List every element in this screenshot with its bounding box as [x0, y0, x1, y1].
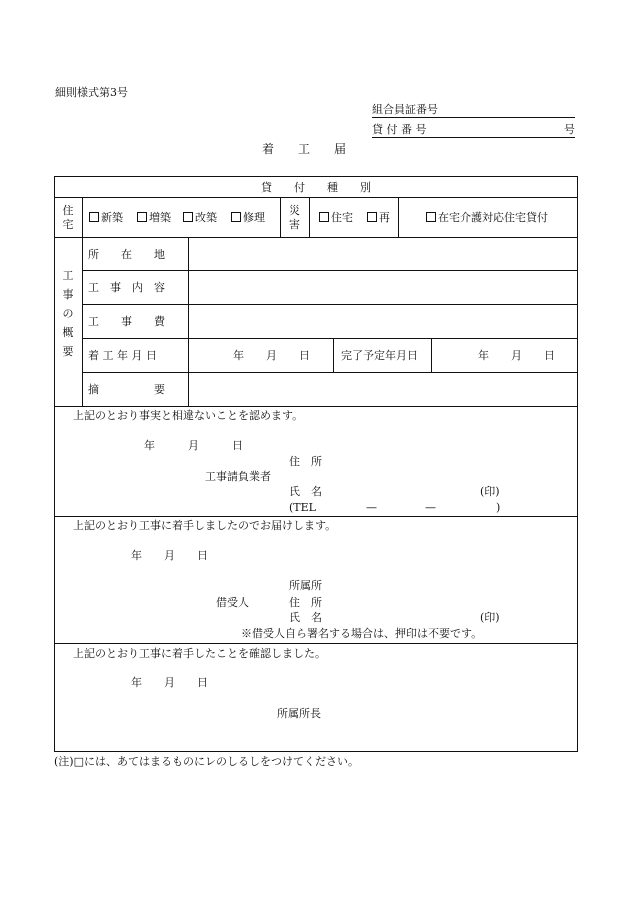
- divider: [54, 643, 578, 644]
- divider: [54, 406, 578, 407]
- divider: [54, 516, 578, 517]
- checkbox-new-build[interactable]: 新築: [89, 212, 123, 223]
- tel-dash: —: [366, 501, 377, 514]
- borrower-office-label: 所属所: [289, 579, 322, 592]
- contractor-name-label: 氏 名: [289, 485, 322, 498]
- contractor-address-label: 住 所: [289, 455, 322, 468]
- completion-date-input[interactable]: 年 月 日: [478, 349, 555, 362]
- tel-dash: —: [425, 501, 436, 514]
- cost-label: 工 事 費: [88, 315, 165, 328]
- loan-type-header: 貸 付 種 別: [261, 181, 371, 194]
- divider: [82, 338, 578, 339]
- borrower-name-label: 氏 名: [289, 611, 322, 624]
- completion-date-label: 完了予定年月日: [341, 349, 418, 362]
- housing-label: 住 宅: [62, 204, 74, 231]
- content-input[interactable]: [189, 271, 577, 304]
- borrower-role-label: 借受人: [216, 596, 249, 609]
- divider: [309, 197, 310, 237]
- disaster-label: 災 害: [289, 204, 300, 231]
- contractor-statement: 上記のとおり事実と相違ないことを認めます。: [73, 409, 304, 422]
- loan-number-label: 貸 付 番 号: [372, 123, 427, 136]
- location-input[interactable]: [189, 238, 577, 270]
- checkbox-care-loan[interactable]: 在宅介護対応住宅貸付: [426, 212, 548, 223]
- borrower-seal: (印): [480, 611, 500, 624]
- page-title: 着 工 届: [262, 142, 347, 156]
- member-cert-label: 組合員証番号: [372, 103, 438, 116]
- contractor-tel-label: (TEL: [289, 501, 316, 514]
- divider: [333, 338, 334, 372]
- contractor-role-label: 工事請負業者: [205, 470, 271, 483]
- contractor-seal: (印): [480, 485, 500, 498]
- loan-number-field[interactable]: [372, 124, 575, 138]
- confirm-date[interactable]: 年 月 日: [131, 676, 208, 689]
- checkbox-repair[interactable]: 修理: [231, 212, 265, 223]
- borrower-statement: 上記のとおり工事に着手しましたのでお届けします。: [73, 519, 337, 532]
- overview-label: 工 事 の 概 要: [62, 269, 74, 358]
- checkbox-disaster-housing[interactable]: 住宅: [319, 212, 353, 223]
- divider: [54, 197, 578, 198]
- start-date-label: 着 工 年 月 日: [88, 349, 157, 362]
- remarks-label: 摘 要: [88, 383, 165, 396]
- borrower-date[interactable]: 年 月 日: [131, 549, 208, 562]
- contractor-date[interactable]: 年 月 日: [144, 439, 243, 452]
- remarks-input[interactable]: [189, 373, 577, 406]
- content-label: 工 事 内 容: [88, 281, 165, 294]
- footnote: (注)□には、あてはまるものにレのしるしをつけてください。: [54, 755, 359, 768]
- form-number: 細則様式第3号: [55, 86, 128, 99]
- cost-input[interactable]: [189, 305, 577, 338]
- tel-close: ): [496, 501, 501, 514]
- borrower-address-label: 住 所: [289, 596, 322, 609]
- loan-number-suffix: 号: [564, 123, 575, 136]
- divider: [398, 197, 399, 237]
- office-head-label: 所属所長: [277, 707, 321, 720]
- divider: [82, 197, 83, 406]
- location-label: 所 在 地: [88, 248, 165, 261]
- borrower-note: ※借受人自ら署名する場合は、押印は不要です。: [241, 627, 483, 640]
- confirm-statement: 上記のとおり工事に着手したことを確認しました。: [73, 647, 326, 660]
- checkbox-extension[interactable]: 増築: [137, 212, 171, 223]
- divider: [431, 338, 432, 372]
- checkbox-disaster-re[interactable]: 再: [367, 212, 390, 223]
- start-date-input[interactable]: 年 月 日: [233, 349, 310, 362]
- member-cert-field[interactable]: [372, 104, 575, 118]
- checkbox-rebuild[interactable]: 改築: [183, 212, 217, 223]
